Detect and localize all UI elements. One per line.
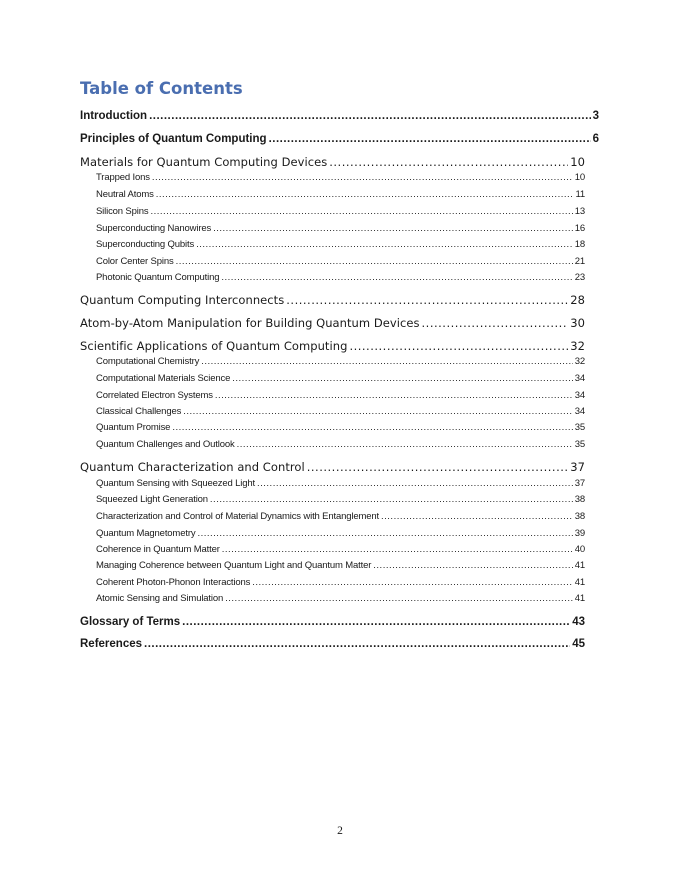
- toc-entry-page: 18: [574, 239, 585, 250]
- toc-entry-label: Trapped Ions: [96, 172, 150, 183]
- toc-entry-page: 38: [574, 494, 585, 505]
- toc-entry-label: Materials for Quantum Computing Devices: [80, 155, 328, 169]
- toc-entry-label: Glossary of Terms: [80, 616, 181, 628]
- toc-entry-label: Superconducting Qubits: [96, 239, 195, 250]
- toc-entry-page: 37: [570, 460, 585, 474]
- toc-entry-label: Coherent Photon-Phonon Interactions: [96, 577, 251, 588]
- dot-leader: [286, 293, 568, 307]
- toc-entry-trapped-ions[interactable]: [96, 172, 585, 184]
- dot-leader: [349, 339, 568, 353]
- toc-entry-page: 10: [574, 172, 585, 183]
- dot-leader: [149, 109, 591, 123]
- dot-leader: [215, 390, 573, 402]
- dot-leader: [183, 406, 573, 418]
- toc-entry-coherence-quantum-matter[interactable]: [96, 544, 585, 556]
- toc-entry-page: 41: [574, 560, 585, 571]
- toc-entry-label: Color Center Spins: [96, 256, 174, 267]
- toc-entry-label: Quantum Computing Interconnects: [80, 293, 285, 307]
- toc-entry-label: Superconducting Nanowires: [96, 223, 212, 234]
- toc-entry-page: 21: [574, 256, 585, 267]
- toc-entry-page: 10: [570, 155, 585, 169]
- dot-leader: [150, 206, 572, 218]
- toc-entry-page: 32: [570, 339, 585, 353]
- dot-leader: [197, 528, 572, 540]
- dot-leader: [225, 593, 573, 605]
- toc-entry-label: Quantum Promise: [96, 422, 171, 433]
- toc-entry-label: Squeezed Light Generation: [96, 494, 208, 505]
- dot-leader: [257, 478, 573, 490]
- toc-entry-page: 34: [574, 390, 585, 401]
- toc-entry-quantum-promise[interactable]: [96, 422, 585, 434]
- toc-entry-label: Managing Coherence between Quantum Light and Quantum Matter: [96, 560, 372, 571]
- toc-entry-page: 41: [574, 593, 585, 604]
- dot-leader: [152, 172, 573, 184]
- toc-entry-superconducting-qubits[interactable]: [96, 239, 585, 251]
- toc-entry-label: Atom-by-Atom Manipulation for Building Quantum Devices: [80, 316, 420, 330]
- toc-entry-glossary[interactable]: [80, 615, 585, 629]
- toc-entry-superconducting-nanowires[interactable]: [96, 223, 585, 235]
- dot-leader: [176, 256, 573, 268]
- toc-entry-material-dynamics-entanglement[interactable]: [96, 511, 585, 523]
- toc-entry-quantum-challenges-outlook[interactable]: [96, 439, 585, 451]
- toc-entry-label: Neutral Atoms: [96, 189, 154, 200]
- toc-title: Table of Contents: [80, 79, 243, 98]
- toc-entry-label: Coherence in Quantum Matter: [96, 544, 220, 555]
- toc-entry-page: 16: [574, 223, 585, 234]
- toc-entry-computational-materials-science[interactable]: [96, 373, 585, 385]
- dot-leader: [222, 544, 573, 556]
- dot-leader: [201, 356, 573, 368]
- toc-entry-page: 39: [574, 528, 585, 539]
- toc-entry-label: Quantum Magnetometry: [96, 528, 196, 539]
- toc-entry-label: Classical Challenges: [96, 406, 182, 417]
- toc-entry-page: 41: [574, 577, 585, 588]
- toc-entry-label: Correlated Electron Systems: [96, 390, 213, 401]
- toc-entry-label: Introduction: [80, 110, 148, 122]
- dot-leader: [422, 316, 569, 330]
- toc-entry-page: 40: [574, 544, 585, 555]
- toc-entry-neutral-atoms[interactable]: [96, 189, 585, 201]
- toc-entry-label: Scientific Applications of Quantum Computing: [80, 339, 348, 353]
- dot-leader: [144, 637, 570, 651]
- toc-entry-page: 37: [574, 478, 585, 489]
- toc-entry-correlated-electron-systems[interactable]: [96, 390, 585, 402]
- toc-entry-page: 43: [572, 616, 585, 628]
- toc-entry-page: 34: [574, 406, 585, 417]
- toc-entry-page: 34: [574, 373, 585, 384]
- toc-entry-page: 6: [592, 133, 599, 145]
- dot-leader: [381, 511, 573, 523]
- toc-entry-introduction[interactable]: [80, 109, 599, 123]
- toc-list: [80, 0, 600, 880]
- dot-leader: [232, 373, 572, 385]
- toc-entry-computational-chemistry[interactable]: [96, 356, 585, 368]
- dot-leader: [237, 439, 573, 451]
- toc-entry-atomic-sensing-simulation[interactable]: [96, 593, 585, 605]
- dot-leader: [307, 460, 569, 474]
- toc-entry-scientific-applications[interactable]: [80, 339, 585, 353]
- dot-leader: [156, 189, 574, 201]
- toc-entry-page: 45: [572, 638, 585, 650]
- toc-entry-label: Silicon Spins: [96, 206, 149, 217]
- toc-entry-color-center-spins[interactable]: [96, 256, 585, 268]
- toc-entry-label: Atomic Sensing and Simulation: [96, 593, 224, 604]
- dot-leader: [210, 494, 573, 506]
- toc-entry-page: 28: [570, 293, 585, 307]
- toc-entry-atom-by-atom[interactable]: [80, 316, 585, 330]
- toc-entry-materials[interactable]: [80, 155, 585, 169]
- toc-entry-page: 35: [574, 422, 585, 433]
- toc-entry-label: References: [80, 638, 143, 650]
- toc-entry-principles[interactable]: [80, 132, 599, 146]
- toc-entry-managing-coherence[interactable]: [96, 560, 585, 572]
- toc-entry-label: Photonic Quantum Computing: [96, 272, 220, 283]
- toc-entry-page: 3: [592, 110, 599, 122]
- toc-entry-label: Principles of Quantum Computing: [80, 133, 267, 145]
- toc-entry-label: Characterization and Control of Material Dynamics with Entanglement: [96, 511, 380, 522]
- dot-leader: [196, 239, 573, 251]
- toc-entry-page: 32: [574, 356, 585, 367]
- toc-entry-label: Quantum Challenges and Outlook: [96, 439, 235, 450]
- dot-leader: [373, 560, 572, 572]
- toc-entry-photonic-quantum-computing[interactable]: [96, 272, 585, 284]
- toc-entry-references[interactable]: [80, 637, 585, 651]
- toc-entry-quantum-magnetometry[interactable]: [96, 528, 585, 540]
- dot-leader: [252, 577, 572, 589]
- toc-entry-label: Computational Chemistry: [96, 356, 200, 367]
- dot-leader: [269, 132, 591, 146]
- toc-entry-page: 30: [570, 316, 585, 330]
- toc-entry-photon-phonon[interactable]: [96, 577, 585, 589]
- toc-entry-silicon-spins[interactable]: [96, 206, 585, 218]
- toc-entry-classical-challenges[interactable]: [96, 406, 585, 418]
- dot-leader: [182, 615, 570, 629]
- dot-leader: [172, 422, 572, 434]
- toc-entry-page: 23: [574, 272, 585, 283]
- dot-leader: [221, 272, 572, 284]
- toc-entry-label: Quantum Sensing with Squeezed Light: [96, 478, 255, 489]
- toc-entry-label: Computational Materials Science: [96, 373, 231, 384]
- toc-entry-page: 13: [574, 206, 585, 217]
- dot-leader: [213, 223, 573, 235]
- toc-entry-squeezed-light-generation[interactable]: [96, 494, 585, 506]
- toc-entry-page: 35: [574, 439, 585, 450]
- dot-leader: [329, 155, 568, 169]
- toc-entry-label: Quantum Characterization and Control: [80, 460, 305, 474]
- toc-entry-interconnects[interactable]: [80, 293, 585, 307]
- toc-entry-sensing-squeezed-light[interactable]: [96, 478, 585, 490]
- toc-entry-page: 38: [574, 511, 585, 522]
- page-number: 2: [337, 825, 343, 837]
- toc-entry-page: 11: [575, 189, 585, 200]
- toc-entry-characterization-control[interactable]: [80, 460, 585, 474]
